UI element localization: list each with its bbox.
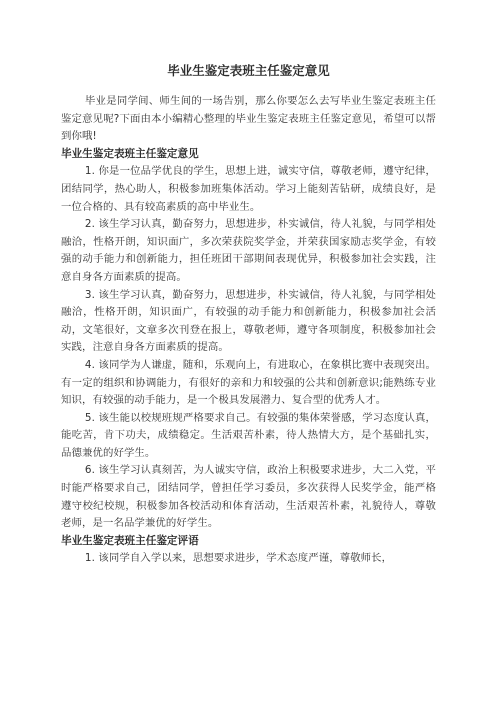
section-heading: 毕业生鉴定表班主任鉴定意见 xyxy=(61,147,199,160)
section-heading: 毕业生鉴定表班主任鉴定评语 xyxy=(61,534,199,547)
list-item: 6. 该生学习认真刻苦，为人诚实守信，政治上积极要求进步，大二入党，平时能严格要求自己，团结同学，曾担任学习委员，多次获得人民奖学金，能严格遵守校纪校规，积极参加各校活动和体育活动，生活艰苦朴素，礼貌待人，尊敬老师，是一名品学兼优的好学生。 xyxy=(61,464,436,530)
list-item: 5. 该生能以校规班规严格要求自己。有较强的集体荣誉感，学习态度认真，能吃苦，肯下功夫，成绩稳定。生活艰苦朴素，待人热情大方，是个基础扎实，品德兼优的好学生。 xyxy=(61,411,436,459)
list-item: 1. 你是一位品学优良的学生，思想上进，诚实守信，尊敬老师，遵守纪律，团结同学，热心助人，积极参加班集体活动。学习上能刻苦钻研，成绩良好，是一位合格的、具有较高素质的高中毕业生。 xyxy=(61,165,436,213)
list-item: 3. 该生学习认真，勤奋努力，思想进步，朴实诚信，待人礼貌，与同学相处融洽，性格开朗，知识面广，有较强的动手能力和创新能力，积极参加社会活动，文笔很好，文章多次刊登在报上，尊敬老师，遵守各项制度，积极参加社会实践，注意自身各方面素质的提高。 xyxy=(61,288,436,354)
list-item: 2. 该生学习认真，勤奋努力，思想进步，朴实诚信，待人礼貌，与同学相处融洽，性格开朗，知识面广，多次荣获院奖学金，并荣获国家励志奖学金，有较强的动手能力和创新能力，担任班团干部期间表现优异，积极参加社会实践，注意自身各方面素质的提高。 xyxy=(61,218,436,283)
list-item: 1. 该同学自入学以来，思想要求进步，学术态度严谨，尊敬师长， xyxy=(84,552,393,565)
list-item: 4. 该同学为人谦虚，随和，乐观向上，有进取心，在象棋比赛中表现突出。有一定的组织和协调能力，有很好的亲和力和较强的公共和创新意识;能熟练专业知识，有较强的动手能力，是一个极具发展潜力、复合型的优秀人才。 xyxy=(61,358,436,407)
intro-paragraph: 毕业是同学间、师生间的一场告别，那么你要怎么去写毕业生鉴定表班主任鉴定意见呢?下面由本小编精心整理的毕业生鉴定表班主任鉴定意见，希望可以帮到你哦! xyxy=(61,95,436,143)
document-title: 毕业生鉴定表班主任鉴定意见 xyxy=(167,63,330,78)
